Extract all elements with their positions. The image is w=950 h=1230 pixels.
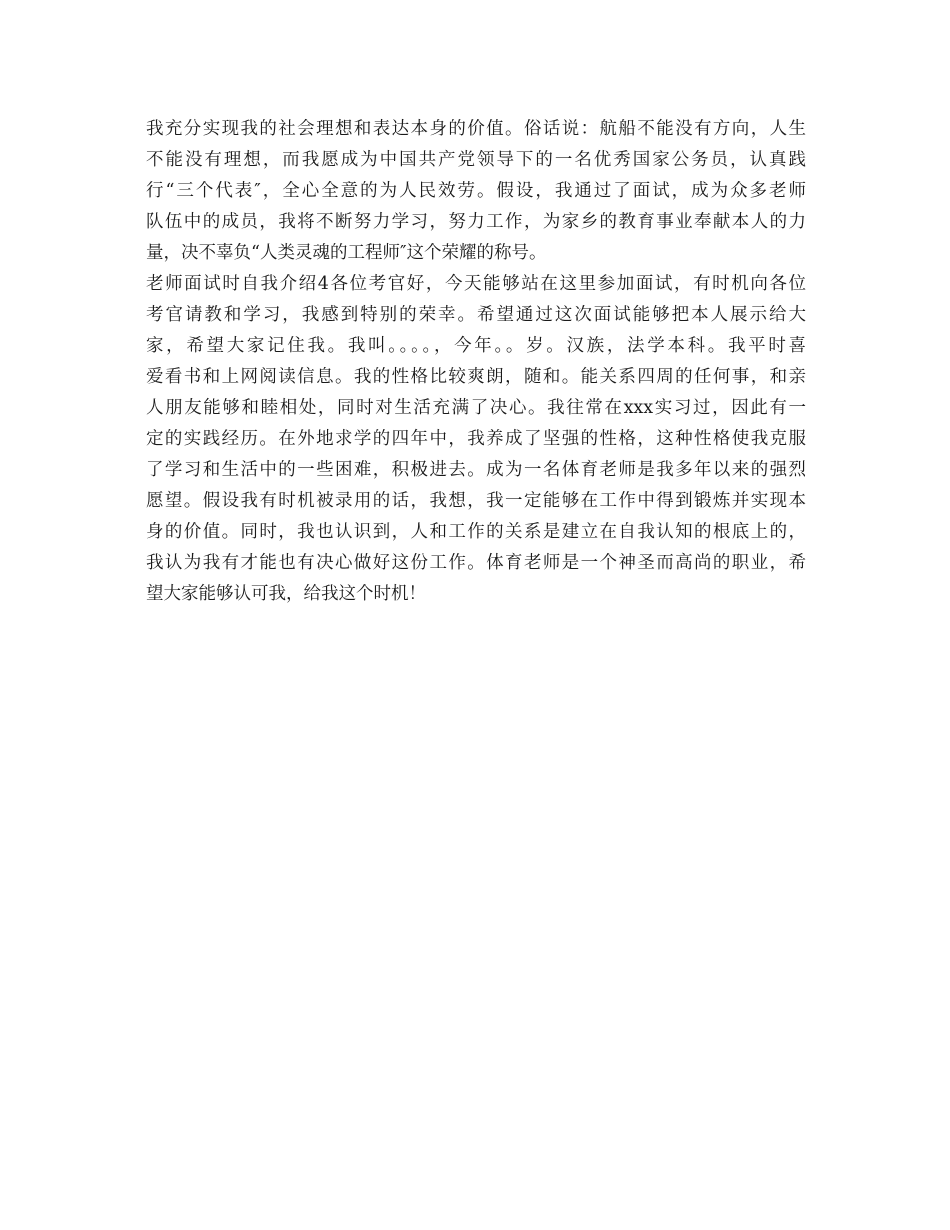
- text-line: 人朋友能够和睦相处，同时对生活充满了决心。我往常在xxx实习过，因此有一: [146, 398, 806, 418]
- paragraph-1: [146, 114, 806, 269]
- text-line: 家，希望大家记住我。我叫。。。。，今年。。岁。汉族，法学本科。我平时喜: [146, 336, 806, 356]
- text-line: 量，决不辜负“人类灵魂的工程师″这个荣耀的称号。: [146, 243, 547, 263]
- text-line: 了学习和生活中的一些困难，积极进去。成为一名体育老师是我多年以来的强烈: [146, 460, 806, 480]
- text-line: 不能没有理想，而我愿成为中国共产党领导下的一名优秀国家公务员，认真践: [146, 150, 806, 170]
- text-line: 定的实践经历。在外地求学的四年中，我养成了坚强的性格，这种性格使我克服: [146, 429, 806, 449]
- text-line: 望大家能够认可我，给我这个时机！: [146, 584, 426, 604]
- text-line: 考官请教和学习，我感到特别的荣幸。希望通过这次面试能够把本人展示给大: [146, 305, 806, 325]
- text-line: 队伍中的成员，我将不断努力学习，努力工作，为家乡的教育事业奉献本人的力: [146, 212, 806, 232]
- text-line: 老师面试时自我介绍4各位考官好，今天能够站在这里参加面试，有时机向各位: [146, 274, 806, 294]
- text-line: 爱看书和上网阅读信息。我的性格比较爽朗，随和。能关系四周的任何事，和亲: [146, 367, 806, 387]
- text-line: 我充分实现我的社会理想和表达本身的价值。俗话说：航船不能没有方向，人生: [146, 119, 806, 139]
- document-body: [146, 114, 806, 610]
- text-line: 愿望。假设我有时机被录用的话，我想，我一定能够在工作中得到锻炼并实现本: [146, 491, 806, 511]
- paragraph-2: [146, 269, 806, 610]
- text-line: 身的价值。同时，我也认识到，人和工作的关系是建立在自我认知的根底上的，: [146, 522, 806, 542]
- text-line: 行“三个代表″，全心全意的为人民效劳。假设，我通过了面试，成为众多老师: [146, 181, 806, 201]
- text-line: 我认为我有才能也有决心做好这份工作。体育老师是一个神圣而高尚的职业，希: [146, 553, 806, 573]
